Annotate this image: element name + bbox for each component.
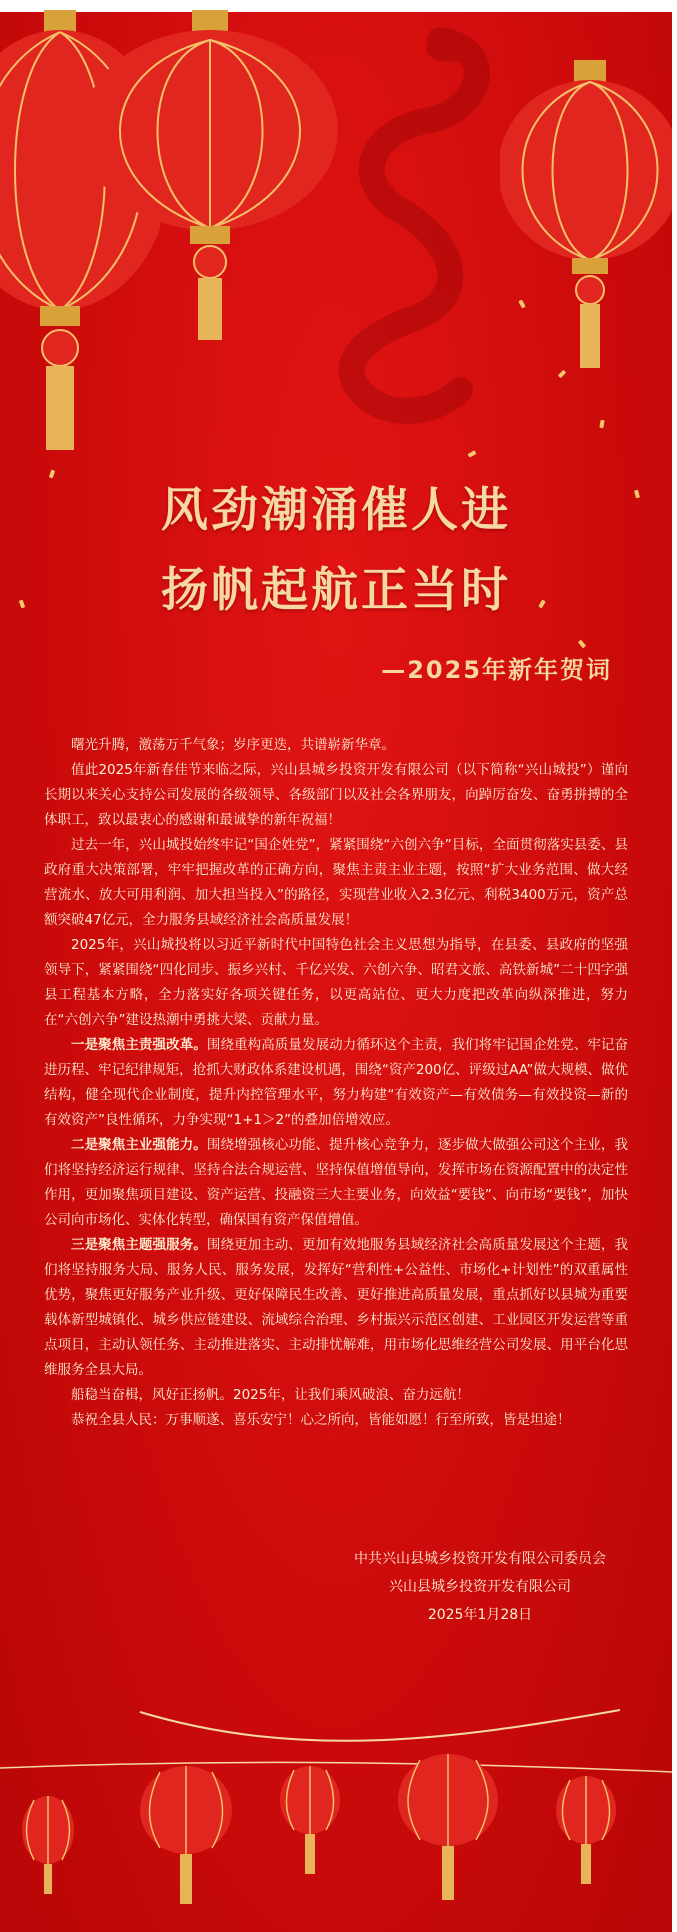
title-line-1: 风劲潮涌催人进 [161, 483, 511, 538]
paragraph: 恭祝全县人民：万事顺遂、喜乐安宁！心之所向，皆能如愿！行至所致，皆是坦途！ [71, 1412, 571, 1428]
paragraph: 2025年，兴山城投将以习近平新时代中国特色社会主义思想为指导，在县委、县政府的坚强领导下，紧紧围绕“四化同步、振乡兴村、千亿兴发、六创六争、昭君文旅、高铁新城”二十四字强县工程基本方略，全力落实好各项关键任务，以更高站位、更大力度把改革向纵深推进，努力在“六创六争”建设热潮中勇挑大梁、贡献力量。 [44, 937, 628, 1028]
lantern-icon [140, 1766, 232, 1904]
paragraph: 一是聚焦主责强改革。围绕重构高质量发展动力循环这个主责，我们将牢记国企姓党、牢记奋进历程、牢记纪律规矩，抢抓大财政体系建设机遇，围绕“资产200亿、评级过AA”做大规模、做优结构，健全现代企业制度，提升内控管理水平，努力构建“有效资产—有效债务—有效投资—新的有效资产”良性循环，力争实现“1+1＞2”的叠加倍增效应。 [44, 1037, 628, 1128]
paragraph: 曙光升腾，激荡万千气象；岁序更迭，共谱崭新华章。 [71, 737, 395, 753]
signature-date: 2025年1月28日 [427, 1607, 533, 1623]
signature-org-1: 中共兴山县城乡投资开发有限公司委员会 [354, 1551, 606, 1567]
lantern-garland [0, 1700, 672, 1932]
confetti [468, 450, 477, 457]
paragraph: 值此2025年新春佳节来临之际，兴山县城乡投资开发有限公司（以下简称“兴山城投”）谨向长期以来关心支持公司发展的各级领导、各级部门以及社会各界朋友，向踔厉奋发、奋勇拼搏的全体职工，致以最衷心的感谢和最诚挚的新年祝福！ [44, 762, 628, 828]
lantern-icon [22, 1796, 74, 1894]
paragraph: 船稳当奋楫，风好正扬帆。2025年，让我们乘风破浪、奋力远航！ [71, 1387, 470, 1403]
title-line-2: 扬帆起航正当时 [161, 563, 511, 618]
lantern-icon [80, 10, 340, 340]
lantern-icon [280, 1766, 340, 1874]
signature-block [330, 1545, 630, 1629]
lantern-icon [398, 1754, 498, 1900]
paragraph: 三是聚焦主题强服务。围绕更加主动、更加有效地服务县域经济社会高质量发展这个主题，我们将坚持服务大局、服务人民、服务发展，发挥好“营利性+公益性、市场化+计划性”的双重属性优势，聚焦更好服务产业升级、更好保障民生改善、更好推进高质量发展，重点抓好以县城为重要载体新型城镇化、城乡供应链建设、流域综合治理、乡村振兴示范区创建、工业园区开发运营等重点项目，主动认领任务、主动推进落实、主动排忧解难，用市场化思维经营公司发展、用平台化思维服务全县大局。 [44, 1237, 628, 1378]
signature-org-2: 兴山县城乡投资开发有限公司 [389, 1579, 571, 1595]
subtitle: —2025年新年贺词 [381, 656, 612, 684]
lantern-icon [500, 60, 672, 380]
paragraph: 过去一年，兴山城投始终牢记“国企姓党”，紧紧围绕“六创六争”目标，全面贯彻落实县委、县政府重大决策部署，牢牢把握改革的正确方向，聚焦主责主业主题，按照“扩大业务范围、做大经营流水、放大可用利润、加大担当投入”的路径，实现营业收入2.3亿元、利税3400万元，资产总额突破47亿元，全力服务县域经济社会高质量发展！ [44, 837, 628, 928]
greeting-body [44, 733, 628, 1433]
lantern-icon [556, 1776, 616, 1884]
confetti [578, 640, 586, 649]
confetti [599, 420, 604, 429]
paragraph: 二是聚焦主业强能力。围绕增强核心功能、提升核心竞争力，逐步做大做强公司这个主业，我们将坚持经济运行规律、坚持合法合规运营、坚持保值增值导向，发挥市场在资源配置中的决定性作用，更加聚焦项目建设、资产运营、投融资三大主要业务，向效益“要钱”、向市场“要钱”，加快公司向市场化、实体化转型，确保国有资产保值增值。 [44, 1137, 628, 1228]
